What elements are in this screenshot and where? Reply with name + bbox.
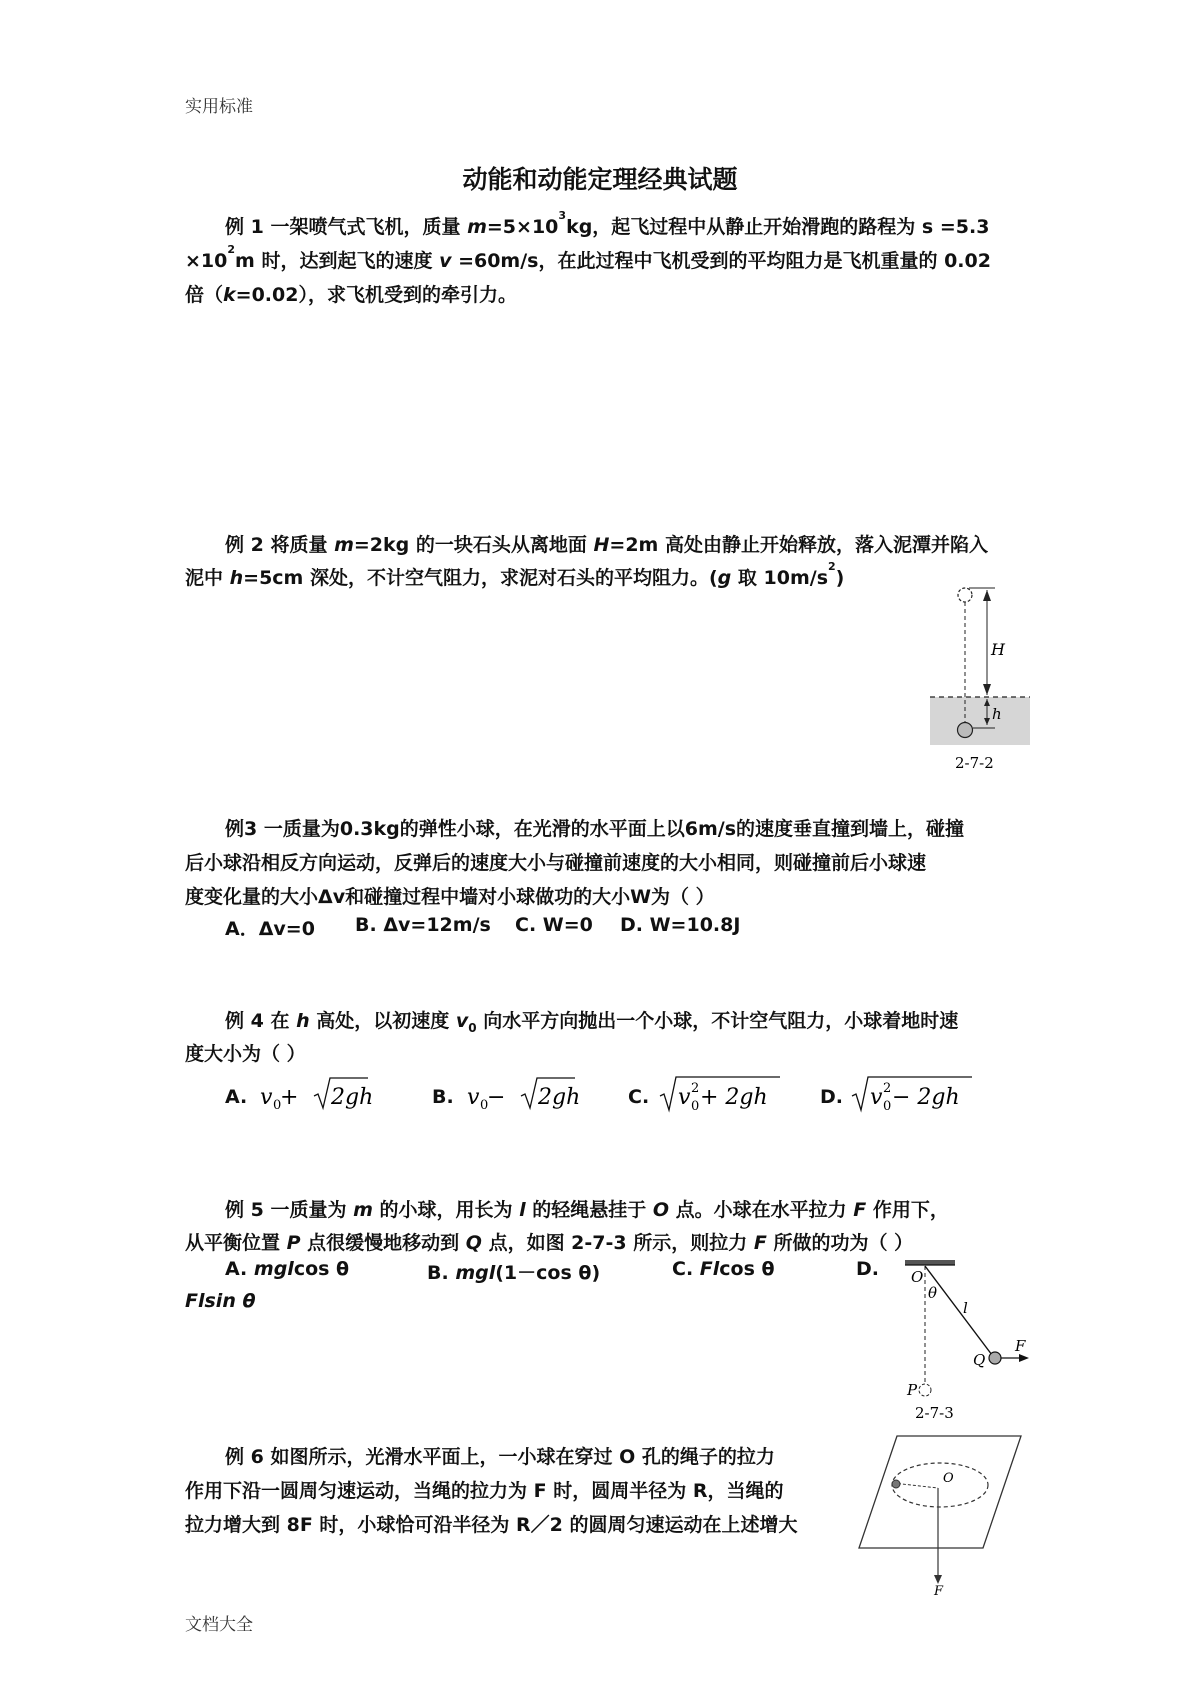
ex4-label: 例 4 xyxy=(225,1010,264,1032)
ex5-line-1 xyxy=(225,1195,949,1222)
ex4-text: 高处，以初速度 xyxy=(309,1010,456,1032)
ex2-text: 将质量 xyxy=(263,534,335,556)
ex5-figure-caption: 2-7-3 xyxy=(915,1404,954,1422)
ex4-option-c xyxy=(628,1086,649,1108)
v-var: v xyxy=(870,1085,883,1110)
option-rest: cos θ xyxy=(293,1258,350,1280)
ex4-option-a-expr xyxy=(258,1074,378,1116)
ex1-var-v: v xyxy=(439,250,452,272)
v-sub: 0 xyxy=(273,1098,282,1113)
ex2-text: 取 10m/s xyxy=(731,567,828,589)
v-sub: 0 xyxy=(883,1099,892,1114)
ex2-line-1 xyxy=(225,530,988,557)
ex5-text: 点很缓慢地移动到 xyxy=(300,1232,466,1254)
ex2-text: 泥中 xyxy=(185,567,230,589)
page-title: 动能和动能定理经典试题 xyxy=(462,165,738,194)
ex3-line-1 xyxy=(225,814,964,841)
ex1-line-3 xyxy=(185,280,517,307)
plane xyxy=(859,1436,1021,1548)
ex4-option-d-expr xyxy=(850,1074,980,1116)
h-label: h xyxy=(992,705,1002,723)
O-label: O xyxy=(943,1471,954,1486)
ex4-option-b xyxy=(432,1086,454,1108)
option-letter: A. xyxy=(225,1086,248,1108)
Q-label: Q xyxy=(973,1351,986,1369)
ex5-text: 从平衡位置 xyxy=(185,1232,287,1254)
ex5-figure xyxy=(895,1258,1035,1428)
ex1-var-m: m xyxy=(467,216,487,238)
F-label: F xyxy=(1015,1337,1026,1355)
P-label: P xyxy=(907,1381,918,1399)
ex5-var-F: F xyxy=(753,1232,767,1254)
option-letter: B. xyxy=(427,1262,456,1284)
ex1-line-2 xyxy=(185,243,991,273)
ex3-line-3: 度变化量的大小Δv和碰撞过程中墙对小球做功的大小W为（ ） xyxy=(185,886,715,908)
ex3-line-2: 后小球沿相反方向运动，反弹后的速度大小与碰撞前速度的大小相同，则碰撞前后小球速 xyxy=(185,852,927,874)
H-arrow-head-bottom xyxy=(983,684,991,695)
option-rest: (1－cos θ) xyxy=(495,1262,601,1284)
ex3-option-d: D. W=10.8J xyxy=(620,914,741,936)
ex5-var-O: O xyxy=(652,1199,670,1221)
F-label: F xyxy=(934,1584,944,1599)
ex2-var-H: H xyxy=(593,534,610,556)
ex6-line-1 xyxy=(225,1442,775,1469)
ex2-label: 例 2 xyxy=(225,534,264,556)
ex2-text: =2kg 的一块石头从离地面 xyxy=(353,534,594,556)
ex2-text: =5cm 深处，不计空气阻力，求泥对石头的平均阻力。( xyxy=(243,567,718,589)
ex2-var-h: h xyxy=(229,567,244,589)
ex1-text: kg，起飞过程中从静止开始滑跑的路程为 s =5.3 xyxy=(566,216,990,238)
ex5-option-a xyxy=(225,1258,349,1280)
option-letter: C. xyxy=(672,1258,700,1280)
ex1-label: 例 1 xyxy=(225,216,264,238)
ex2-exponent: 2 xyxy=(828,560,836,573)
radicand: 2gh xyxy=(538,1085,581,1110)
ex2-figure xyxy=(925,585,1035,775)
option-expr: mgl xyxy=(253,1258,294,1280)
ex2-text: =2m 高处由静止开始释放，落入泥潭并陷入 xyxy=(609,534,988,556)
ex5-var-P: P xyxy=(286,1232,301,1254)
ex5-var-Q: Q xyxy=(465,1232,482,1254)
ex5-option-b xyxy=(427,1258,600,1285)
ex6-text: 如图所示，光滑水平面上，一小球在穿过 O 孔的绳子的拉力 xyxy=(263,1446,775,1468)
ex5-line-2 xyxy=(185,1228,913,1255)
op: − xyxy=(487,1085,506,1110)
ex4-text: 向水平方向抛出一个小球，不计空气阻力，小球着地时速 xyxy=(476,1010,959,1032)
ball-P xyxy=(919,1384,931,1396)
mud-region xyxy=(930,697,1030,745)
option-letter: A. xyxy=(225,1258,254,1280)
ex1-text: =60m/s，在此过程中飞机受到的平均阻力是飞机重量的 0.02 xyxy=(451,250,991,272)
radicand-rest: − 2gh xyxy=(892,1085,960,1110)
theta-label: θ xyxy=(928,1284,938,1302)
ex1-exponent: 3 xyxy=(558,209,567,222)
ex5-text: 一质量为 xyxy=(263,1199,354,1221)
ex5-var-F: F xyxy=(853,1199,867,1221)
ex3-label: 例3 xyxy=(225,818,258,840)
H-arrow-head-top xyxy=(983,590,991,601)
ex1-line-1 xyxy=(225,209,990,239)
ex5-var-l: l xyxy=(519,1199,526,1221)
ex1-text: =0.02），求飞机受到的牵引力。 xyxy=(235,284,517,306)
rope xyxy=(925,1266,992,1355)
ex3-option-b: B. Δv=12m/s xyxy=(355,914,491,936)
ex1-var-k: k xyxy=(223,284,236,306)
ex4-line-2: 度大小为（ ） xyxy=(185,1043,306,1065)
ex5-option-d: D. xyxy=(856,1258,879,1280)
ex1-exponent: 2 xyxy=(227,243,236,256)
ex5-var-m: m xyxy=(353,1199,373,1221)
ex3-option-c: C. W=0 xyxy=(515,914,593,936)
v-var: v xyxy=(678,1085,691,1110)
ex5-text: 点。小球在水平拉力 xyxy=(669,1199,854,1221)
v-var: v xyxy=(260,1085,273,1110)
ex1-text: 倍（ xyxy=(185,284,224,306)
l-label: l xyxy=(963,1299,968,1317)
ex6-line-2: 作用下沿一圆周匀速运动，当绳的拉力为 F 时，圆周半径为 R，当绳的 xyxy=(185,1480,784,1502)
ex3-text: 一质量为0.3kg的弹性小球，在光滑的水平面上以6m/s的速度垂直撞到墙上，碰撞 xyxy=(257,818,965,840)
v-square: 2 xyxy=(883,1081,892,1096)
rope-arrow-head xyxy=(934,1575,942,1584)
start-ball xyxy=(958,588,972,602)
ex6-figure xyxy=(855,1430,1025,1599)
option-letter: B. xyxy=(432,1086,454,1108)
ex4-option-d xyxy=(820,1086,843,1108)
v-square: 2 xyxy=(691,1081,700,1096)
H-label: H xyxy=(991,640,1005,659)
radicand-rest: + 2gh xyxy=(700,1085,768,1110)
ceiling xyxy=(905,1260,955,1265)
option-rest: cos θ xyxy=(719,1258,775,1280)
ball xyxy=(892,1480,900,1488)
ex5-text: 的轻绳悬挂于 xyxy=(525,1199,653,1221)
stone-ball xyxy=(958,723,973,738)
ex5-text: 所做的功为（ ） xyxy=(766,1232,914,1254)
ex1-text: 一架喷气式飞机，质量 xyxy=(263,216,468,238)
ex2-line-2 xyxy=(185,560,845,590)
ex4-option-c-expr xyxy=(658,1074,788,1116)
v-sub: 0 xyxy=(691,1099,700,1114)
ex4-option-a xyxy=(225,1086,247,1108)
ex4-option-b-expr xyxy=(465,1074,585,1116)
v-sub: 0 xyxy=(480,1098,489,1113)
circular-path xyxy=(892,1463,988,1507)
O-label: O xyxy=(911,1268,924,1286)
ex4-line-1 xyxy=(225,1006,958,1035)
op: + xyxy=(280,1085,299,1110)
ex3-option-a: A．Δv=0 xyxy=(225,918,315,940)
ex1-text: m 时，达到起飞的速度 xyxy=(235,250,440,272)
ball-Q xyxy=(989,1352,1001,1364)
ex4-var-h: h xyxy=(296,1010,310,1032)
ex5-text: 作用下， xyxy=(866,1199,949,1221)
ex2-text: ) xyxy=(835,567,845,589)
v-var: v xyxy=(467,1085,480,1110)
ex4-text: 在 xyxy=(263,1010,297,1032)
ex5-option-c xyxy=(672,1258,775,1280)
ex5-label: 例 5 xyxy=(225,1199,264,1221)
ex6-line-3: 拉力增大到 8F 时，小球恰可沿半径为 R／2 的圆周匀速运动在上述增大 xyxy=(185,1514,798,1536)
option-letter: D. xyxy=(820,1086,843,1108)
ex2-figure-caption: 2-7-2 xyxy=(955,754,994,772)
ex5-text: 点，如图 2-7-3 所示，则拉力 xyxy=(481,1232,754,1254)
ex6-label: 例 6 xyxy=(225,1446,264,1468)
radicand: 2gh xyxy=(331,1085,374,1110)
page-header: 实用标准 xyxy=(185,97,253,117)
option-letter: C. xyxy=(628,1086,650,1108)
ex4-subscript: 0 xyxy=(468,1020,477,1035)
page-footer: 文档大全 xyxy=(185,1615,253,1635)
force-arrow-head xyxy=(1019,1354,1029,1362)
ex1-text: ×10 xyxy=(185,250,228,272)
ex5-text: 的小球，用长为 xyxy=(372,1199,520,1221)
ex2-var-g: g xyxy=(717,567,732,589)
option-expr: Fl xyxy=(699,1258,720,1280)
ex5-option-d-expr: Flsin θ xyxy=(185,1290,256,1312)
ex1-text: =5×10 xyxy=(486,216,559,238)
option-expr: mgl xyxy=(455,1262,496,1284)
ex4-var-v: v xyxy=(455,1010,469,1032)
ex2-var-m: m xyxy=(334,534,354,556)
